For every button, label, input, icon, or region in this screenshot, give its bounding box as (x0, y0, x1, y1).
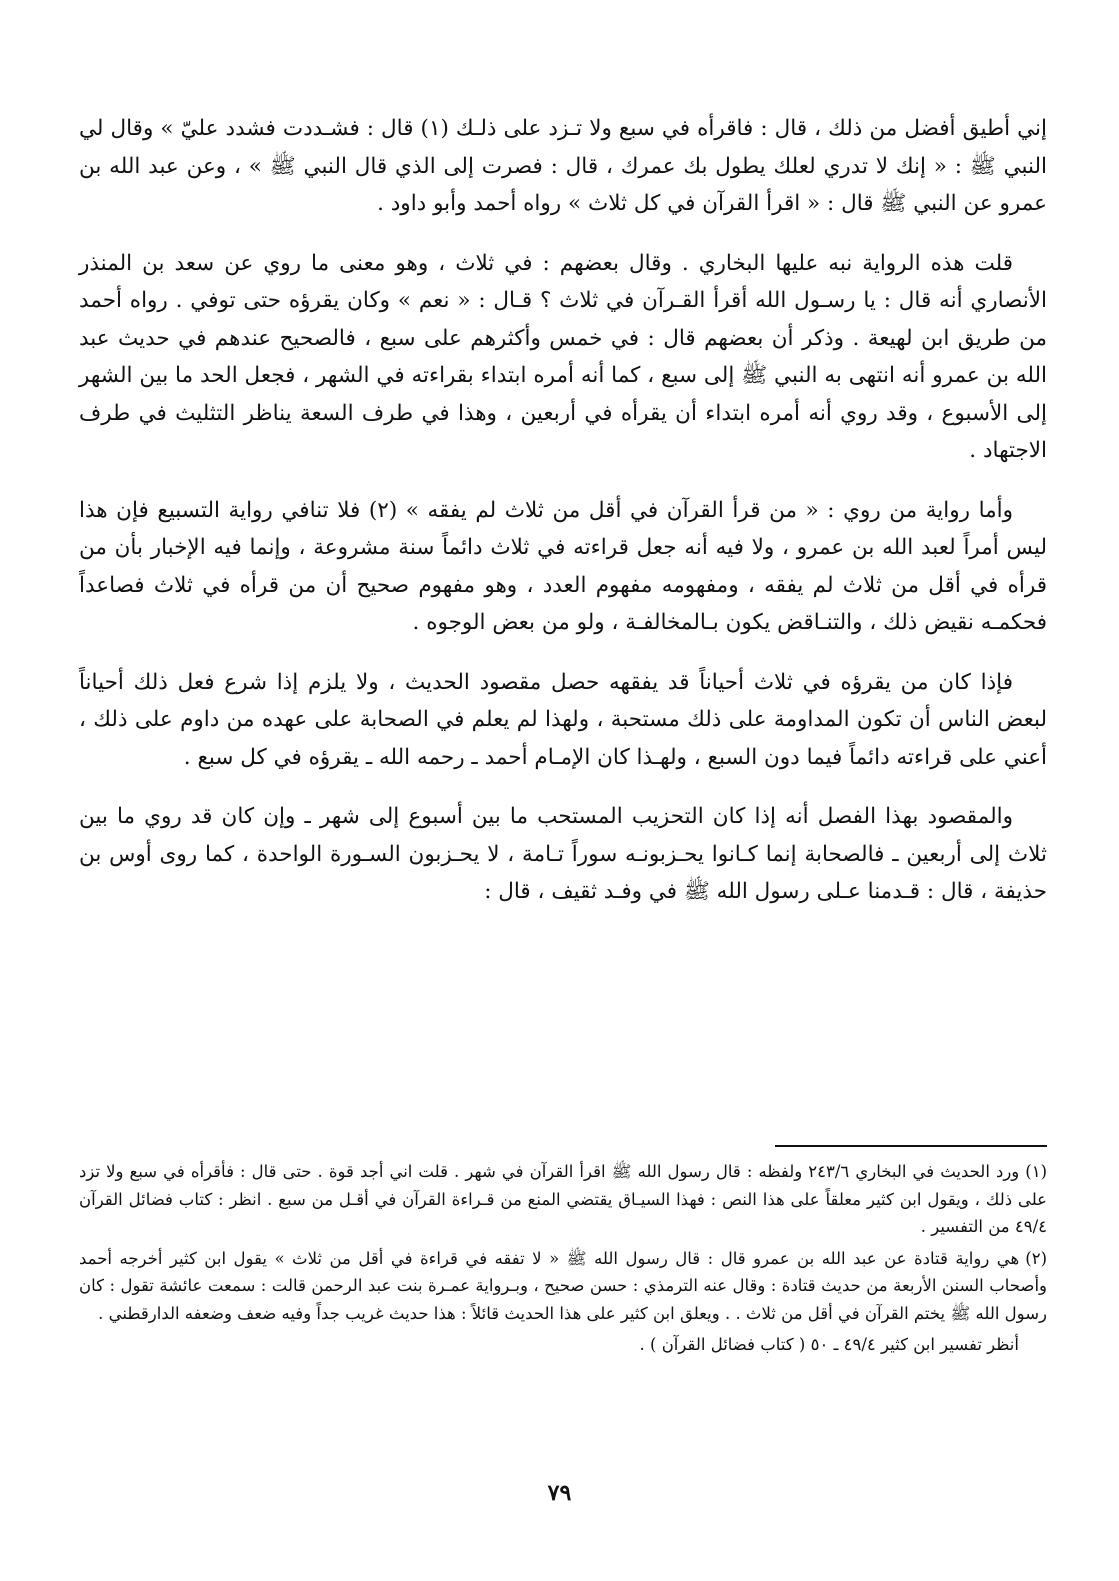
footnote-2 (79, 1245, 1047, 1328)
paragraph-3: وأما رواية من روي : « من قرأ القرآن في أقل من ثلاث لم يفقه » (٢) فلا تنافي رواية التسبيع فإن هذا ليس أمراً لعبد الله بن عمرو ، ولا فيه أنه جعل قراءته في ثلاث دائماً سنة مشروعة ، وإنما فيه الإخبار بأن من قرأه في أقل من ثلاث لم يفقه ، ومفهومه مفهوم العدد ، وهو مفهوم صحيح أن من قرأه في ثلاث فصاعداً فحكمـه نقيض ذلك ، والتنـاقض يكون بـالمخالفـة ، ولو من بعض الوجوه . (79, 497, 1047, 635)
paragraph-2: قلت هذه الرواية نبه عليها البخاري . وقال بعضهم : في ثلاث ، وهو معنى ما روي عن سعد بن المنذر الأنصاري أنه قال : يا رسـول الله أقرأ القـرآن في ثلاث ؟ قـال : « نعم » وكان يقرؤه حتى توفي . رواه أحمد من طريق ابن لهيعة . وذكر أن بعضهم قال : في خمس وأكثرهم على سبع ، فالصحيح عندهم في حديث عبد الله بن عمرو أنه انتهى به النبي ﷺ إلى سبع ، كما أنه أمره ابتداء بقراءته في الشهر ، فجعل الحد ما بين الشهر إلى الأسبوع ، وقد روي أنه أمره ابتداء أن يقرأه في أربعين ، وهذا في طرف السعة يناظر التثليث في طرف الاجتهاد . (79, 250, 1047, 463)
footnote-2-text: هي رواية قتادة عن عبد الله بن عمرو قال : قال رسول الله ﷺ « لا تفقه في قراءة في أقل من ثلاث » يقول ابن كثير أخرجه أحمد وأصحاب السنن الأربعة من حديث قتادة : وقال عنه الترمذي : حسن صحيح ، وبـرواية عمـرة بنت عبد الرحمن قالت : سمعت عائشة تقول : كان رسول الله ﷺ يختم القرآن في أقل من ثلاث . . ويعلق ابن كثير على هذا الحديث قائلاً : هذا حديث غريب جداً وفيه ضعف وضعفه الدارقطني . (79, 1248, 1047, 1323)
paragraph-5: والمقصود بهذا الفصل أنه إذا كان التحزيب المستحب ما بين أسبوع إلى شهر ـ وإن كان قد روي ما بين ثلاث إلى أربعين ـ فالصحابة إنما كـانوا يحـزبونـه سوراً تـامة ، لا يحـزبون السـورة الواحدة ، كما روى أوس بن حذيفة ، قال : قـدمنا عـلى رسول الله ﷺ في وفـد ثقيف ، قال : (79, 804, 1047, 904)
paragraph-4: فإذا كان من يقرؤه في ثلاث أحياناً قد يفقهه حصل مقصود الحديث ، ولا يلزم إذا شرع فعل ذلك أحياناً لبعض الناس أن تكون المداومة على ذلك مستحبة ، ولهذا لم يعلم في الصحابة على عهده من داوم على ذلك ، أعني على قراءته دائماً فيما دون السبع ، ولهـذا كان الإمـام أحمد ـ رحمه الله ـ يقرؤه في كل سبع . (79, 669, 1047, 770)
page-number: ٧٩ (547, 1480, 572, 1506)
footnotes (79, 1158, 1047, 1359)
footnote-1 (79, 1158, 1047, 1241)
main-text (79, 110, 1047, 933)
footnote-divider (775, 1145, 1047, 1147)
footnote-2-reference: أنظر تفسير ابن كثير ٤٩/٤ ـ ٥٠ ( كتاب فضائل القرآن ) . (639, 1335, 1019, 1354)
footnote-2-marker: (٢) (1025, 1248, 1047, 1268)
footnote-1-text: ورد الحديث في البخاري ٢٤٣/٦ ولفظه : قال رسول الله ﷺ اقرأ القرآن في شهر . قلت اني أجد قوة . حتى قال : فأقرأه في سبع ولا تزد على ذلك ، ويقول ابن كثير معلقاً على هذا النص : فهذا السيـاق يقتضي المنع من قـراءة القرآن في أقـل من سبع . انظر : كتاب فضائل القرآن ٤٩/٤ من التفسير . (79, 1162, 1047, 1236)
footnote-1-marker: (١) (1025, 1162, 1048, 1181)
paragraph-1: إني أطيق أفضل من ذلك ، قال : فاقرأه في سبع ولا تـزد على ذلـك (١) قال : فشـددت فشدد عليّ » وقال لي النبي ﷺ : « إنك لا تدري لعلك يطول بك عمرك ، قال : فصرت إلى الذي قال النبي ﷺ » ، وعن عبد الله بن عمرو عن النبي ﷺ قال : « اقرأ القرآن في كل ثلاث » رواه أحمد وأبو داود . (79, 116, 1047, 216)
